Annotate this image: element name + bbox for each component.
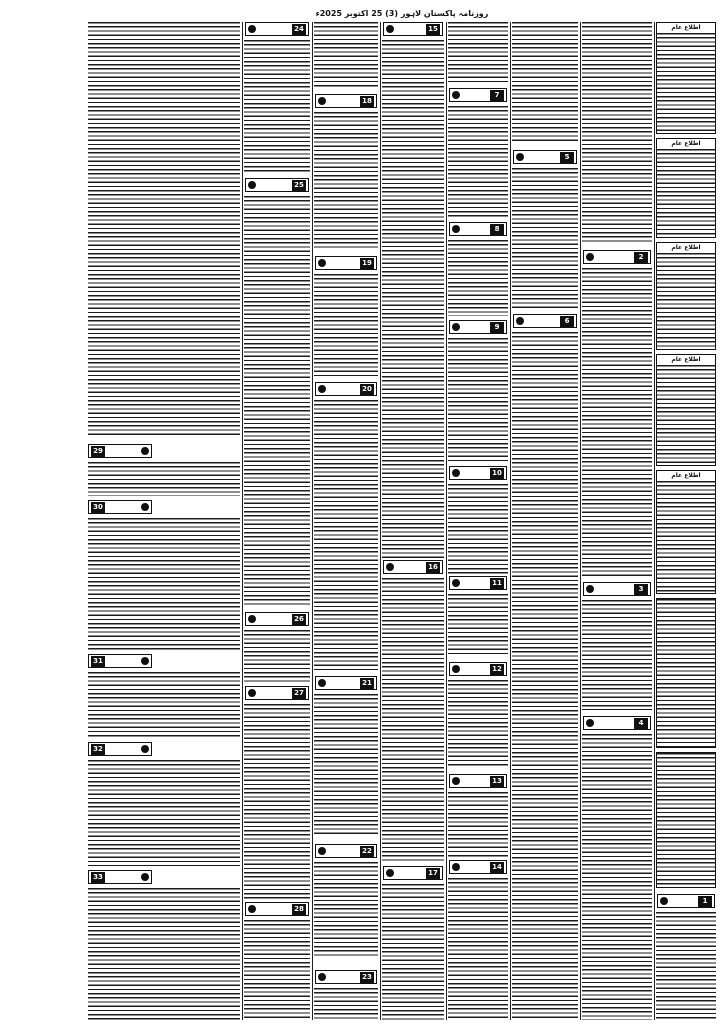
- section-number: 26: [292, 614, 306, 625]
- section-header: [315, 382, 377, 396]
- notice-title: اطلاع عام: [671, 356, 701, 363]
- section-header: [449, 576, 507, 590]
- seal-icon: [318, 973, 326, 981]
- section-header: [245, 686, 309, 700]
- section-number: 29: [91, 446, 105, 457]
- seal-icon: [141, 503, 149, 511]
- section-number: 3: [634, 584, 648, 595]
- column-2: [582, 22, 652, 1020]
- section-number: 33: [91, 872, 105, 883]
- section-number: 13: [490, 776, 504, 787]
- seal-icon: [318, 259, 326, 267]
- notice-box: [656, 470, 716, 594]
- section-header: [383, 866, 443, 880]
- seal-icon: [248, 905, 256, 913]
- section-number: 8: [490, 224, 504, 235]
- seal-icon: [248, 615, 256, 623]
- notice-title: اطلاع عام: [671, 140, 701, 147]
- section-number: 11: [490, 578, 504, 589]
- section-header: [513, 314, 577, 328]
- section-number: 30: [91, 502, 105, 513]
- seal-icon: [248, 181, 256, 189]
- seal-icon: [141, 873, 149, 881]
- seal-icon: [318, 847, 326, 855]
- seal-icon: [586, 253, 594, 261]
- section-number: 27: [292, 688, 306, 699]
- seal-icon: [141, 657, 149, 665]
- section-number: 31: [91, 656, 105, 667]
- section-header: [449, 860, 507, 874]
- section-number: 4: [634, 718, 648, 729]
- seal-icon: [386, 563, 394, 571]
- seal-icon: [386, 25, 394, 33]
- notice-box: [656, 242, 716, 350]
- column-notices: [656, 22, 716, 1020]
- section-number: 5: [560, 152, 574, 163]
- section-number: 10: [490, 468, 504, 479]
- section-number: 22: [360, 846, 374, 857]
- column-6: [314, 22, 378, 1020]
- seal-icon: [386, 869, 394, 877]
- section-number: 12: [490, 664, 504, 675]
- section-number: 25: [292, 180, 306, 191]
- section-number: 16: [426, 562, 440, 573]
- seal-icon: [660, 897, 668, 905]
- section-header: [88, 742, 152, 756]
- section-header: [449, 320, 507, 334]
- seal-icon: [452, 863, 460, 871]
- notice-title: اطلاع عام: [671, 24, 701, 31]
- section-header: [449, 662, 507, 676]
- notice-box: [656, 354, 716, 466]
- column-8: [88, 22, 240, 1020]
- section-number: 18: [360, 96, 374, 107]
- masthead-text: روزنامہ پاکستان لاہور (3) 25 اکتوبر 2025ء: [315, 9, 489, 18]
- section-header: [449, 774, 507, 788]
- section-number: 6: [560, 316, 574, 327]
- section-header: [245, 902, 309, 916]
- seal-icon: [452, 225, 460, 233]
- section-header: [315, 844, 377, 858]
- seal-icon: [318, 385, 326, 393]
- section-header: [315, 94, 377, 108]
- section-header: [583, 250, 651, 264]
- seal-icon: [586, 719, 594, 727]
- section-number: 19: [360, 258, 374, 269]
- section-header: [88, 500, 152, 514]
- seal-icon: [318, 679, 326, 687]
- seal-icon: [452, 91, 460, 99]
- section-number: 15: [426, 24, 440, 35]
- seal-icon: [452, 579, 460, 587]
- notice-box: [656, 22, 716, 134]
- section-number: 24: [292, 24, 306, 35]
- section-number: 9: [490, 322, 504, 333]
- section-header: [449, 466, 507, 480]
- section-number: 17: [426, 868, 440, 879]
- masthead: [88, 8, 716, 20]
- section-number: 20: [360, 384, 374, 395]
- section-number: 2: [634, 252, 648, 263]
- notice-title: اطلاع عام: [671, 244, 701, 251]
- section-header: [245, 612, 309, 626]
- section-header: [315, 256, 377, 270]
- section-header: [383, 22, 443, 36]
- seal-icon: [141, 745, 149, 753]
- section-number: 23: [360, 972, 374, 983]
- seal-icon: [248, 689, 256, 697]
- section-number: 1: [698, 896, 712, 907]
- seal-icon: [586, 585, 594, 593]
- section-header: [383, 560, 443, 574]
- section-header: [449, 222, 507, 236]
- section-number: 28: [292, 904, 306, 915]
- notice-box: [656, 138, 716, 238]
- section-header: [245, 178, 309, 192]
- seal-icon: [452, 323, 460, 331]
- seal-icon: [452, 469, 460, 477]
- section-number: 7: [490, 90, 504, 101]
- seal-icon: [452, 665, 460, 673]
- notice-box: [656, 598, 716, 748]
- seal-icon: [141, 447, 149, 455]
- notice-title: اطلاع عام: [671, 472, 701, 479]
- section-header: [88, 654, 152, 668]
- seal-icon: [248, 25, 256, 33]
- newspaper-page: [88, 8, 716, 1020]
- section-header: [583, 582, 651, 596]
- section-header: [583, 716, 651, 730]
- section-header: [449, 88, 507, 102]
- seal-icon: [318, 97, 326, 105]
- section-header: [88, 444, 152, 458]
- seal-icon: [516, 153, 524, 161]
- column-4: [448, 22, 508, 1020]
- section-header: [315, 970, 377, 984]
- section-header: [315, 676, 377, 690]
- seal-icon: [516, 317, 524, 325]
- section-number: 32: [91, 744, 105, 755]
- column-3: [512, 22, 578, 1020]
- section-number: 14: [490, 862, 504, 873]
- column-5: [382, 22, 444, 1020]
- section-header: [513, 150, 577, 164]
- section-header: [88, 870, 152, 884]
- seal-icon: [452, 777, 460, 785]
- column-7: [244, 22, 310, 1020]
- notice-box: [656, 752, 716, 888]
- section-header: [657, 894, 715, 908]
- section-header: [245, 22, 309, 36]
- section-number: 21: [360, 678, 374, 689]
